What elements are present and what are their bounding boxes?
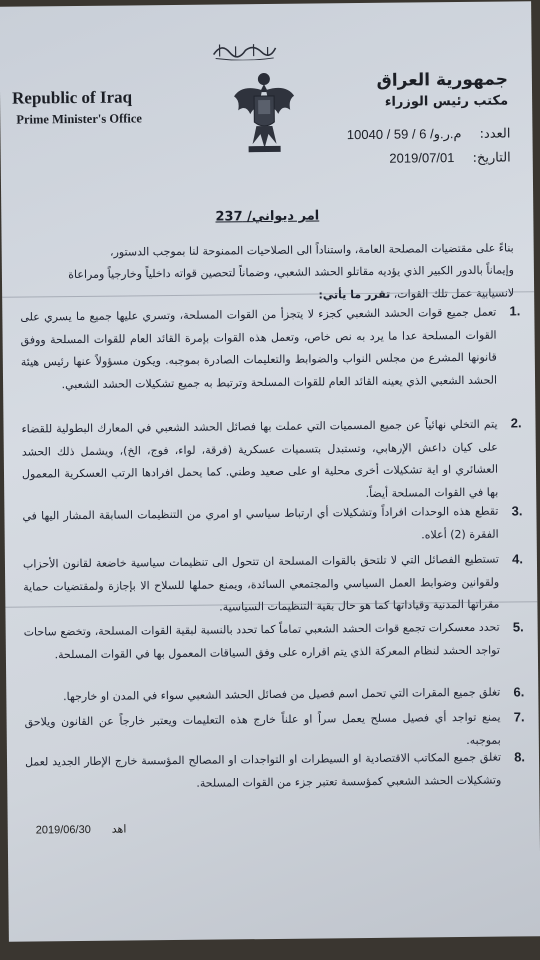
intro-line-2: وإيماناً بالدور الكبير الذي يؤديه مقاتلو الحشد الشعبي، وضماناً لتحصين قواته داخلياً وخارجياً ومراعاة (68, 263, 514, 282)
header-arabic-title: جمهورية العراق (376, 69, 509, 91)
item-number: 7. (513, 709, 525, 725)
document-date-value: 2019/07/01 (389, 150, 455, 166)
intro-line-1: بناءً على مقتضيات المصلحة العامة، واستناداً الى الصلاحيات الممنوحة لنا بموجب الدستور، (109, 241, 514, 259)
list-item: تحدد معسكرات تجمع قوات الحشد الشعبي تماماً كما تحدد بالنسبة لبقية القوات المسلحة، وتخضع ساحات تواجد الحشد لنظام المعركة الذي يتم اقراره على وفق السياقات المعمول بها في القوات المسلحة. (23, 620, 500, 661)
reference-number-value: م.ر.و/ 6 / 59 / 10040 (346, 125, 462, 143)
item-number: 3. (511, 503, 523, 519)
document-page (0, 1, 540, 942)
list-item: تعمل جميع قوات الحشد الشعبي كجزء لا يتجزأ من القوات المسلحة، وتسري عليها جميع ما يسري على القوات المسلحة عدا ما يرد به نص خاص، وتعمل هذه القوات بإمرة القائد العام للقوات المسلحة ووفق قانونها المشرع من مجلس النواب والضوابط والتعليمات الصادرة بموجبه. ويكون مسؤولاً عنها رئيس هيئة الحشد الشعبي الذي يعينه القائد العام للقوات المسلحة وترتبط به جميع تشكيلات الحشد الشعبي. (20, 305, 498, 391)
issue-date-label: اهد (111, 822, 127, 836)
item-number: 6. (513, 684, 525, 700)
document-date-row (389, 149, 511, 166)
order-title: امر ديواني/ 237 (215, 208, 320, 225)
reference-number-row (347, 125, 511, 143)
item-number: 5. (512, 619, 524, 635)
list-item: تقطع هذه الوحدات افراداً وتشكيلات أي ارتباط سياسي او امري من التنظيمات السابقة المشار اليها في الفقرة (2) أعلاه. (22, 504, 499, 542)
item-number: 4. (512, 551, 524, 567)
intro-line-3-text: لانسيابية عمل تلك القوات، (393, 286, 515, 301)
item-number: 2. (510, 415, 522, 431)
item-number: 8. (514, 749, 526, 765)
issue-date: 2019/06/30 (35, 823, 91, 837)
header-arabic-subtitle: مكتب رئيس الوزراء (384, 93, 509, 110)
header-english-title: Republic of Iraq (11, 87, 133, 108)
iraq-eagle-emblem-icon (232, 70, 297, 155)
list-item: يمنع تواجد أي فصيل مسلح يعمل سراً او علناً خارج هذه التعليمات ويعتبر خارجاً عن القانون ويلاحق بموجبه. (24, 710, 501, 747)
reference-number-label: العدد: (479, 126, 511, 142)
intro-paragraph (14, 237, 515, 309)
intro-decision-phrase: تقرر ما يأتي: (318, 287, 391, 302)
header-english-subtitle: Prime Minister's Office (16, 111, 143, 127)
basmala-calligraphy-icon (209, 38, 279, 61)
item-number: 1. (509, 303, 521, 319)
list-item: تستطيع الفصائل التي لا تلتحق بالقوات المسلحة ان تتحول الى تنظيمات سياسية خاضعة لقانون الأحزاب ولقوانين وضوابط العمل السياسي والمجتمعي السائدة، ويمنع حملها للسلاح الا بإجازة ولمقتضيات حماية مقراتها المدنية وقياداتها كما هو حال بقية التنظيمات السياسية. (22, 552, 500, 614)
list-item: تغلق جميع المكاتب الاقتصادية او السيطرات او التواجدات او المصالح المؤسسة خارج الإطار الجديد لعمل وتشكيلات الحشد الشعبي كمؤسسة تعتبر جزء من القوات المسلحة. (24, 750, 502, 790)
list-item: تغلق جميع المقرات التي تحمل اسم فصيل من فصائل الحشد الشعبي سواء في المدن او خارجها. (63, 685, 501, 704)
list-item: يتم التخلي نهائياً عن جميع المسميات التي عملت بها فصائل الحشد الشعبي في المعارك البطولية للقضاء على كيان داعش الإرهابي، وتستبدل بتسميات عسكرية (فرقة، لواء، فوج، الخ)، ويشمل ذلك الحشد العشائري او اية تشكيلات أخرى محلية او على صعيد وطني. كما يحمل افرادها الرتب العسكرية المعمول بها في القوات المسلحة أيضاً. (21, 417, 499, 500)
document-date-label: التاريخ: (472, 150, 511, 166)
